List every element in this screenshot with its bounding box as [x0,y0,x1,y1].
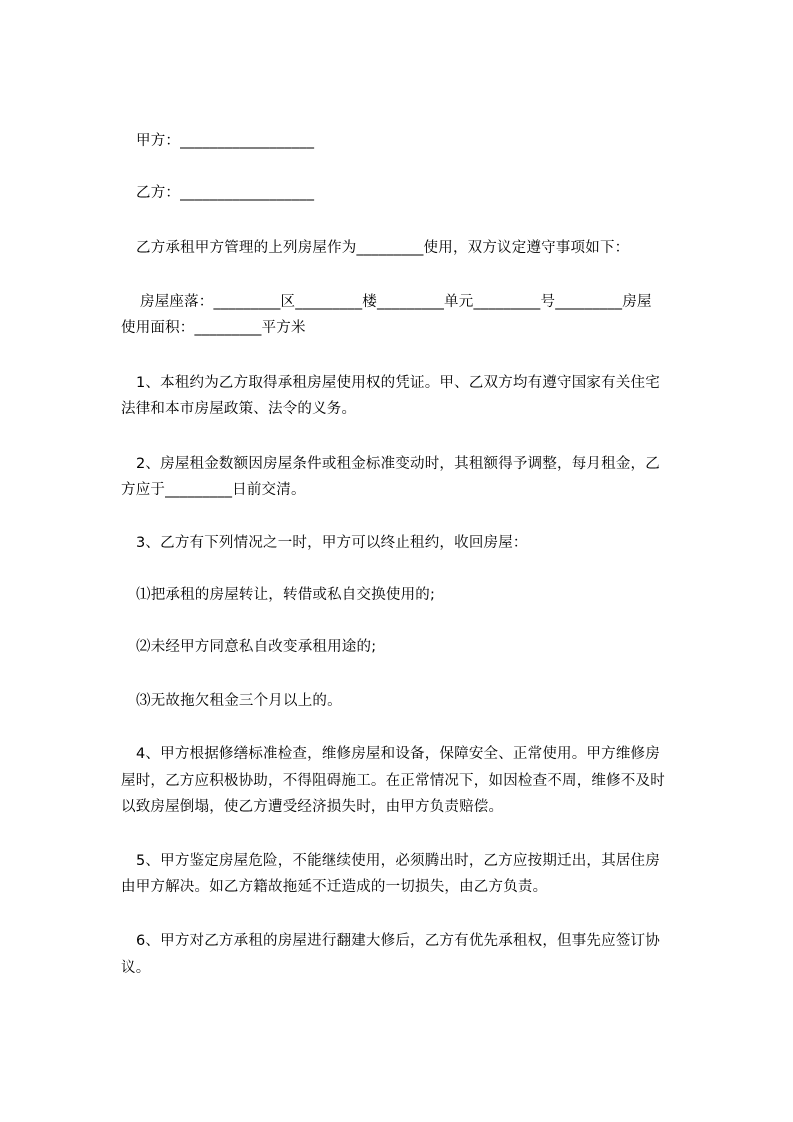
clause-3-item-1: ⑴把承租的房屋转让，转借或私自交换使用的; [136,587,436,603]
clause-6-line-2: 议。 [121,960,151,976]
intro-paragraph: 乙方承租甲方管理的上列房屋作为_________使用，双方议定遵守事项如下： [136,240,630,256]
clause-2-line-2: 方应于_________日前交清。 [121,482,306,498]
location-line-2: 使用面积：_________平方米 [121,320,306,336]
party-b-line: 乙方：__________________ [136,185,315,201]
clause-2-line-1: 2、房屋租金数额因房屋条件或租金标准变动时，其租额得予调整，每月租金，乙 [136,456,660,472]
location-line-1: 房屋座落：_________区_________楼_________单元_________号_________房屋 [140,294,652,310]
clause-4-line-1: 4、甲方根据修缮标准检查，维修房屋和设备，保障安全、正常使用。甲方维修房 [136,746,660,762]
clause-5-line-1: 5、甲方鉴定房屋危险，不能继续使用，必须腾出时，乙方应按期迁出，其居住房 [136,853,660,869]
clause-3-item-3: ⑶无故拖欠租金三个月以上的。 [136,693,342,709]
clause-1-line-1: 1、本租约为乙方取得承租房屋使用权的凭证。甲、乙双方均有遵守国家有关住宅 [136,375,660,391]
clause-1-line-2: 法律和本市房屋政策、法令的义务。 [121,401,357,417]
party-a-line: 甲方：__________________ [136,133,315,149]
clause-5-line-2: 由甲方解决。如乙方籍故拖延不迁造成的一切损失，由乙方负责。 [121,879,548,895]
clause-3-heading: 3、乙方有下列情况之一时，甲方可以终止租约，收回房屋： [136,535,528,551]
clause-6-line-1: 6、甲方对乙方承租的房屋进行翻建大修后，乙方有优先承租权，但事先应签订协 [136,933,660,949]
clause-3-item-2: ⑵未经甲方同意私自改变承租用途的; [136,639,377,655]
clause-4-line-2: 屋时，乙方应积极协助，不得阻碍施工。在正常情况下，如因检查不周，维修不及时 [121,773,665,789]
clause-4-line-3: 以致房屋倒塌，使乙方遭受经济损失时，由甲方负责赔偿。 [121,799,504,815]
